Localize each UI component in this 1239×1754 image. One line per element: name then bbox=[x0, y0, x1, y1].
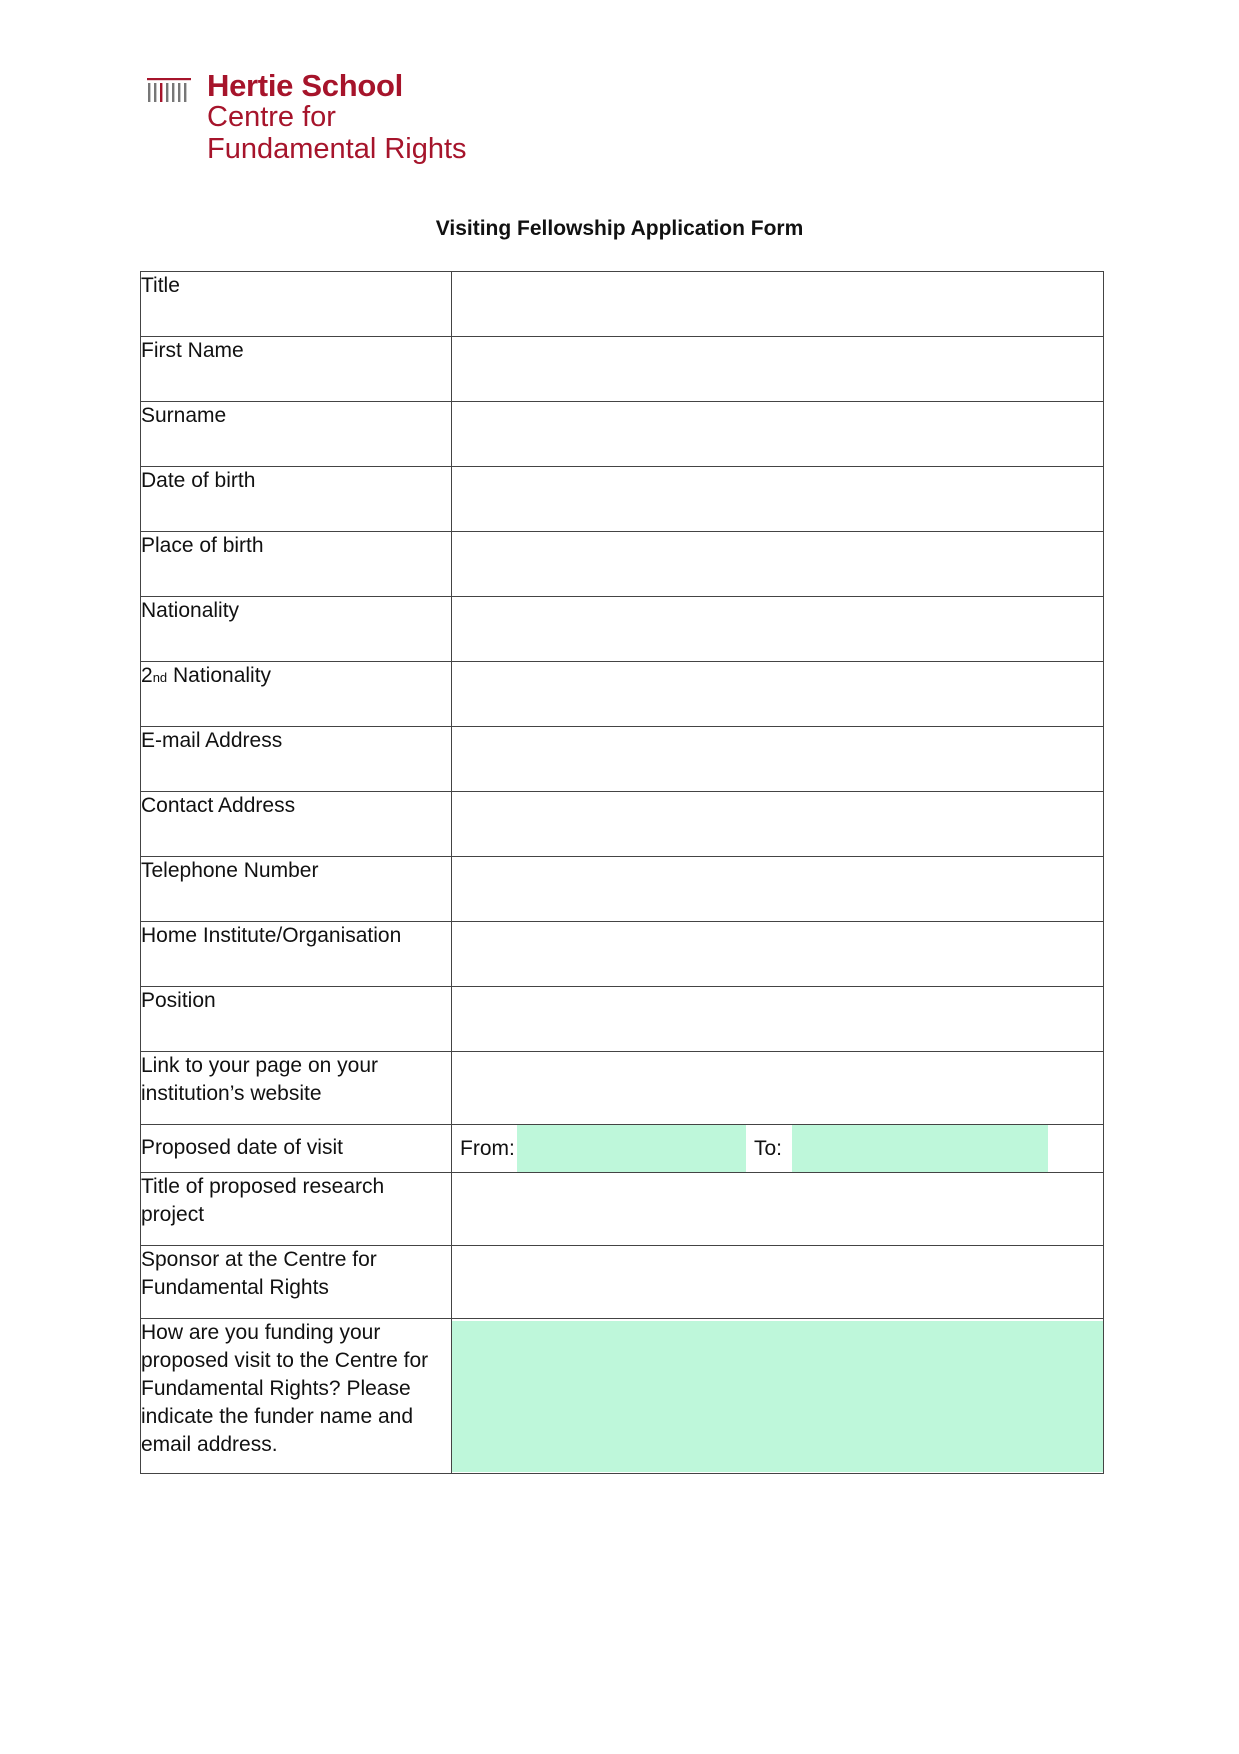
hertie-logo bbox=[147, 70, 487, 180]
field-label: Nationality bbox=[141, 597, 452, 662]
field-label: Title bbox=[141, 272, 452, 337]
form-row-first-name bbox=[141, 337, 1104, 402]
form-row-email bbox=[141, 727, 1104, 792]
funding-input[interactable] bbox=[452, 1321, 1103, 1472]
form-row-date-of-birth bbox=[141, 467, 1104, 532]
logo-name: Hertie School bbox=[207, 68, 403, 103]
field-label: Date of birth bbox=[141, 467, 452, 532]
field-label: Place of birth bbox=[141, 532, 452, 597]
form-row-nationality bbox=[141, 597, 1104, 662]
logo-subtitle-line2: Fundamental Rights bbox=[207, 133, 467, 165]
field-label bbox=[141, 662, 452, 727]
form-row-funding bbox=[141, 1319, 1104, 1474]
to-label: To: bbox=[754, 1136, 783, 1160]
field-label: Sponsor at the Centre for Fundamental Rights bbox=[141, 1246, 452, 1319]
field-label: Home Institute/Organisation bbox=[141, 922, 452, 987]
form-row-position bbox=[141, 987, 1104, 1052]
field-label: Proposed date of visit bbox=[141, 1125, 452, 1173]
field-label: E-mail Address bbox=[141, 727, 452, 792]
form-title: Visiting Fellowship Application Form bbox=[435, 217, 804, 240]
field-label: Link to your page on your institution’s website bbox=[141, 1052, 452, 1125]
building-columns-icon bbox=[147, 78, 191, 102]
form-row-title bbox=[141, 272, 1104, 337]
form-row-website-link bbox=[141, 1052, 1104, 1125]
field-label: Contact Address bbox=[141, 792, 452, 857]
field-label: Position bbox=[141, 987, 452, 1052]
field-label: Title of proposed research project bbox=[141, 1173, 452, 1246]
form-row-research-project bbox=[141, 1173, 1104, 1246]
ordinal-number: 2 bbox=[141, 664, 153, 687]
logo-subtitle-line1: Centre for bbox=[207, 101, 336, 133]
to-date-input[interactable] bbox=[792, 1125, 1048, 1172]
from-label: From: bbox=[460, 1136, 515, 1160]
field-label-rest: Nationality bbox=[167, 664, 272, 687]
form-row-surname bbox=[141, 402, 1104, 467]
form-row-contact-address bbox=[141, 792, 1104, 857]
form-row-place-of-birth bbox=[141, 532, 1104, 597]
ordinal-suffix: nd bbox=[152, 670, 168, 685]
from-date-input[interactable] bbox=[517, 1125, 746, 1172]
field-label: First Name bbox=[141, 337, 452, 402]
field-label: How are you funding your proposed visit to the Centre for Fundamental Rights? Please indicate the funder name and email address. bbox=[141, 1319, 452, 1474]
form-row-second-nationality bbox=[141, 662, 1104, 727]
form-row-home-institute bbox=[141, 922, 1104, 987]
form-row-telephone bbox=[141, 857, 1104, 922]
form-row-proposed-date bbox=[141, 1125, 1104, 1173]
form-row-sponsor bbox=[141, 1246, 1104, 1319]
field-label: Surname bbox=[141, 402, 452, 467]
field-label: Telephone Number bbox=[141, 857, 452, 922]
application-form-table bbox=[140, 271, 1104, 1474]
